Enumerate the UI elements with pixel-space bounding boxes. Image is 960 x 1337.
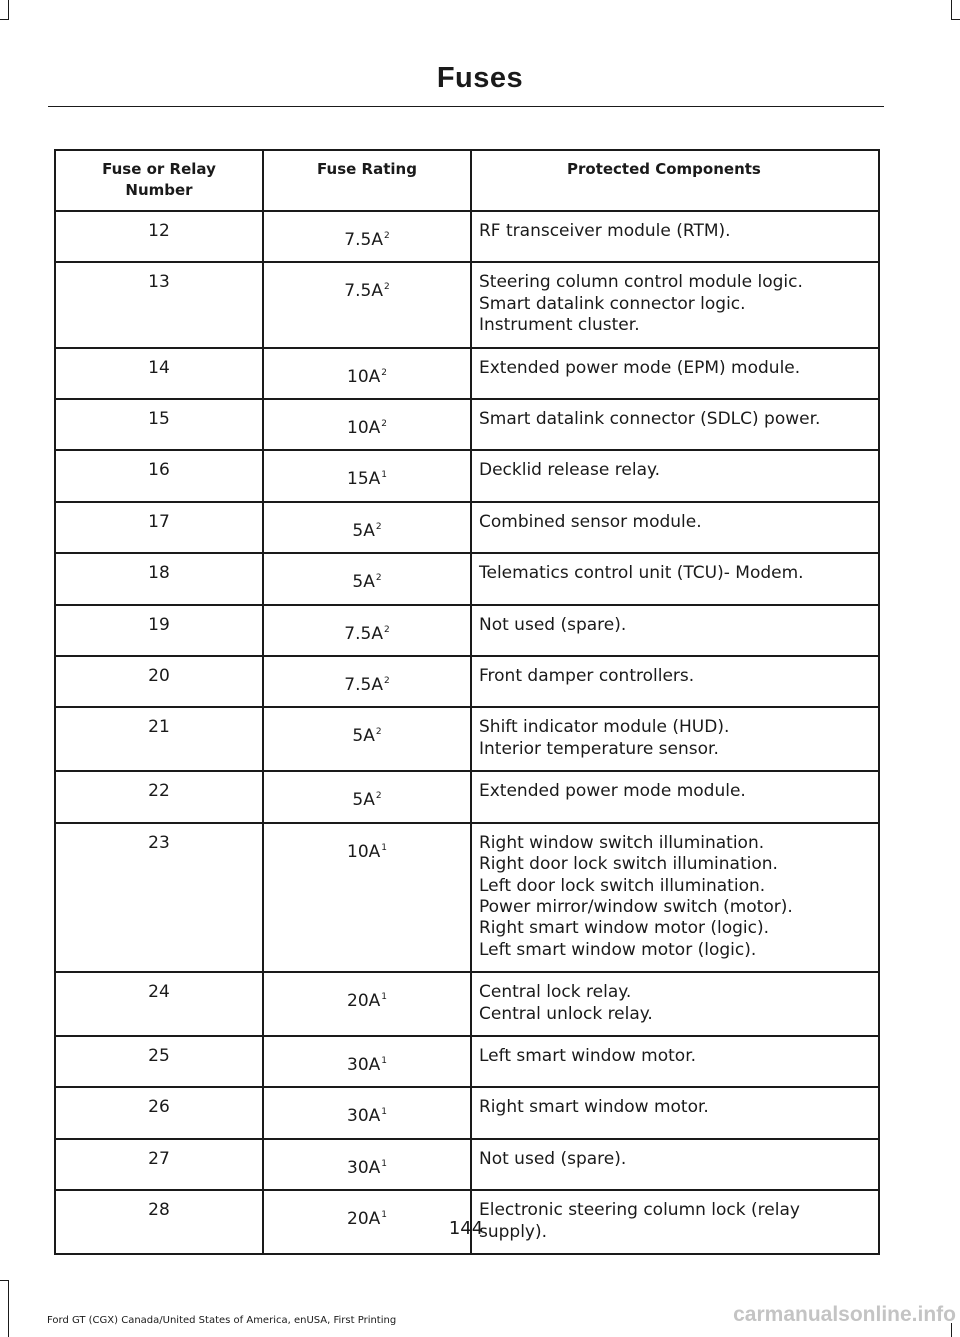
crop-mark-top-right	[951, 0, 952, 19]
table-header-row	[55, 150, 879, 211]
footnote-marker: 2	[383, 231, 390, 241]
protected-components	[471, 502, 879, 553]
fuse-number: 26	[55, 1087, 263, 1138]
fuse-rating: 5A	[352, 520, 375, 541]
component-line: Central lock relay.	[479, 982, 632, 1003]
fuse-rating-cell	[263, 211, 471, 262]
component-line: Front damper controllers.	[479, 666, 695, 687]
table-row	[55, 707, 879, 771]
fuse-rating: 30A	[347, 1157, 381, 1178]
fuse-rating-cell	[263, 771, 471, 822]
component-line: Steering column control module logic.	[479, 272, 803, 293]
footer-text: Ford GT (CGX) Canada/United States of America, enUSA, First Printing	[47, 1315, 397, 1326]
component-line: Left smart window motor.	[479, 1045, 697, 1066]
footnote-marker: 1	[381, 1158, 387, 1169]
table-row	[55, 553, 879, 604]
title-divider	[48, 106, 884, 107]
fuse-rating-cell	[263, 1036, 471, 1087]
component-line: Extended power mode (EPM) module.	[479, 357, 801, 378]
fuse-rating: 15A	[347, 469, 381, 490]
fuse-rating: 7.5A	[344, 675, 383, 696]
component-line: Power mirror/window switch (motor).	[479, 896, 793, 917]
fuse-number: 17	[55, 502, 263, 553]
footnote-marker: 1	[381, 1055, 387, 1066]
fuse-rating: 10A	[347, 841, 381, 862]
protected-components	[471, 1139, 879, 1190]
table-row	[55, 605, 879, 656]
protected-components	[471, 348, 879, 399]
table-row	[55, 823, 879, 972]
protected-components	[471, 771, 879, 822]
protected-components	[471, 399, 879, 450]
footnote-marker: 1	[381, 1210, 387, 1221]
footnote-marker: 2	[383, 282, 390, 293]
table-row	[55, 771, 879, 822]
fuse-number: 23	[55, 823, 263, 972]
footnote-marker: 2	[375, 791, 382, 802]
fuse-rating-cell	[263, 399, 471, 450]
protected-components	[471, 605, 879, 656]
table-row	[55, 211, 879, 262]
component-line: Electronic steering column lock (relay	[479, 1200, 800, 1221]
component-line: Telematics control unit (TCU)- Modem.	[479, 563, 804, 584]
fuse-number: 27	[55, 1139, 263, 1190]
table-row	[55, 399, 879, 450]
table-row	[55, 502, 879, 553]
component-line: supply).	[479, 1221, 548, 1242]
fuse-number: 28	[55, 1190, 263, 1254]
component-line: Left door lock switch illumination.	[479, 875, 766, 896]
footnote-marker: 1	[381, 842, 387, 853]
component-line: Instrument cluster.	[479, 315, 640, 336]
header-fuse-number: Fuse or Relay Number	[55, 150, 263, 211]
protected-components	[471, 553, 879, 604]
protected-components	[471, 707, 879, 771]
crop-mark-bottom-left	[8, 1280, 9, 1337]
footnote-marker: 2	[375, 573, 382, 584]
footnote-marker: 1	[381, 470, 387, 481]
fuse-rating-cell	[263, 1087, 471, 1138]
fuse-number: 12	[55, 211, 263, 262]
fuse-rating: 7.5A	[344, 281, 383, 302]
protected-components	[471, 1087, 879, 1138]
component-line: Central unlock relay.	[479, 1003, 653, 1024]
fuse-rating: 10A	[347, 418, 381, 439]
protected-components	[471, 1036, 879, 1087]
component-line: Combined sensor module.	[479, 511, 702, 532]
table-row	[55, 1139, 879, 1190]
fuse-number: 25	[55, 1036, 263, 1087]
component-line: Not used (spare).	[479, 614, 627, 635]
component-line: Not used (spare).	[479, 1148, 627, 1169]
fuse-rating-cell	[263, 605, 471, 656]
footnote-marker: 2	[383, 676, 390, 687]
fuse-rating: 5A	[352, 572, 375, 593]
component-line: Shift indicator module (HUD).	[479, 717, 730, 738]
fuse-rating: 7.5A	[344, 623, 383, 644]
fuse-number: 21	[55, 707, 263, 771]
fuse-table-body	[55, 211, 879, 1254]
footnote-marker: 2	[383, 624, 390, 635]
component-line: RF transceiver module (RTM).	[479, 221, 731, 241]
fuse-rating-cell	[263, 262, 471, 347]
component-line: Left smart window motor (logic).	[479, 939, 757, 960]
table-row	[55, 972, 879, 1036]
component-line: Right door lock switch illumination.	[479, 854, 778, 875]
protected-components	[471, 972, 879, 1036]
fuse-rating: 30A	[347, 1106, 381, 1127]
fuse-rating-cell	[263, 972, 471, 1036]
footnote-marker: 2	[381, 367, 387, 378]
fuse-number: 14	[55, 348, 263, 399]
header-protected-components: Protected Components	[471, 150, 879, 211]
component-line: Extended power mode module.	[479, 781, 746, 802]
component-line: Smart datalink connector (SDLC) power.	[479, 409, 821, 430]
fuse-number: 20	[55, 656, 263, 707]
component-line: Smart datalink connector logic.	[479, 293, 746, 314]
fuse-rating-cell	[263, 348, 471, 399]
protected-components	[471, 211, 879, 262]
protected-components	[471, 262, 879, 347]
table-row	[55, 656, 879, 707]
crop-mark-top-right	[951, 19, 960, 20]
fuse-rating-cell	[263, 450, 471, 501]
fuse-number: 22	[55, 771, 263, 822]
fuse-rating: 20A	[347, 991, 381, 1012]
fuse-rating: 20A	[347, 1209, 381, 1230]
fuse-rating: 30A	[347, 1054, 381, 1075]
component-line: Right smart window motor.	[479, 1097, 709, 1118]
footnote-marker: 1	[381, 1107, 387, 1118]
fuse-number: 24	[55, 972, 263, 1036]
fuse-rating-cell	[263, 1139, 471, 1190]
footnote-marker: 2	[375, 521, 382, 532]
footnote-marker: 2	[375, 727, 382, 738]
crop-mark-top-left	[8, 0, 9, 19]
page-title: Fuses	[436, 62, 524, 94]
fuse-number: 16	[55, 450, 263, 501]
table-row	[55, 1087, 879, 1138]
page-number: 144	[448, 1218, 484, 1239]
fuse-table	[54, 149, 880, 1255]
watermark: carmanualsonline.info	[733, 1303, 956, 1326]
table-row	[55, 348, 879, 399]
protected-components	[471, 823, 879, 972]
table-row	[55, 450, 879, 501]
fuse-rating-cell	[263, 656, 471, 707]
footnote-marker: 2	[381, 419, 387, 430]
crop-mark-bottom-left	[0, 1280, 9, 1281]
fuse-rating: 5A	[352, 726, 375, 747]
fuse-rating: 5A	[352, 790, 375, 811]
fuse-number: 19	[55, 605, 263, 656]
fuse-rating-cell	[263, 707, 471, 771]
footnote-marker: 1	[381, 992, 387, 1003]
fuse-rating: 10A	[347, 366, 381, 387]
fuse-rating-cell	[263, 823, 471, 972]
fuse-rating-cell	[263, 502, 471, 553]
fuse-rating-cell	[263, 553, 471, 604]
header-fuse-rating: Fuse Rating	[263, 150, 471, 211]
table-row	[55, 1036, 879, 1087]
component-line: Interior temperature sensor.	[479, 738, 719, 759]
crop-mark-top-left	[0, 19, 9, 20]
component-line: Right window switch illumination.	[479, 832, 765, 853]
fuse-rating: 7.5A	[344, 230, 383, 250]
fuse-number: 18	[55, 553, 263, 604]
protected-components	[471, 450, 879, 501]
protected-components	[471, 656, 879, 707]
table-row	[55, 262, 879, 347]
fuse-number: 15	[55, 399, 263, 450]
component-line: Right smart window motor (logic).	[479, 918, 770, 939]
component-line: Decklid release relay.	[479, 460, 661, 481]
fuse-number: 13	[55, 262, 263, 347]
